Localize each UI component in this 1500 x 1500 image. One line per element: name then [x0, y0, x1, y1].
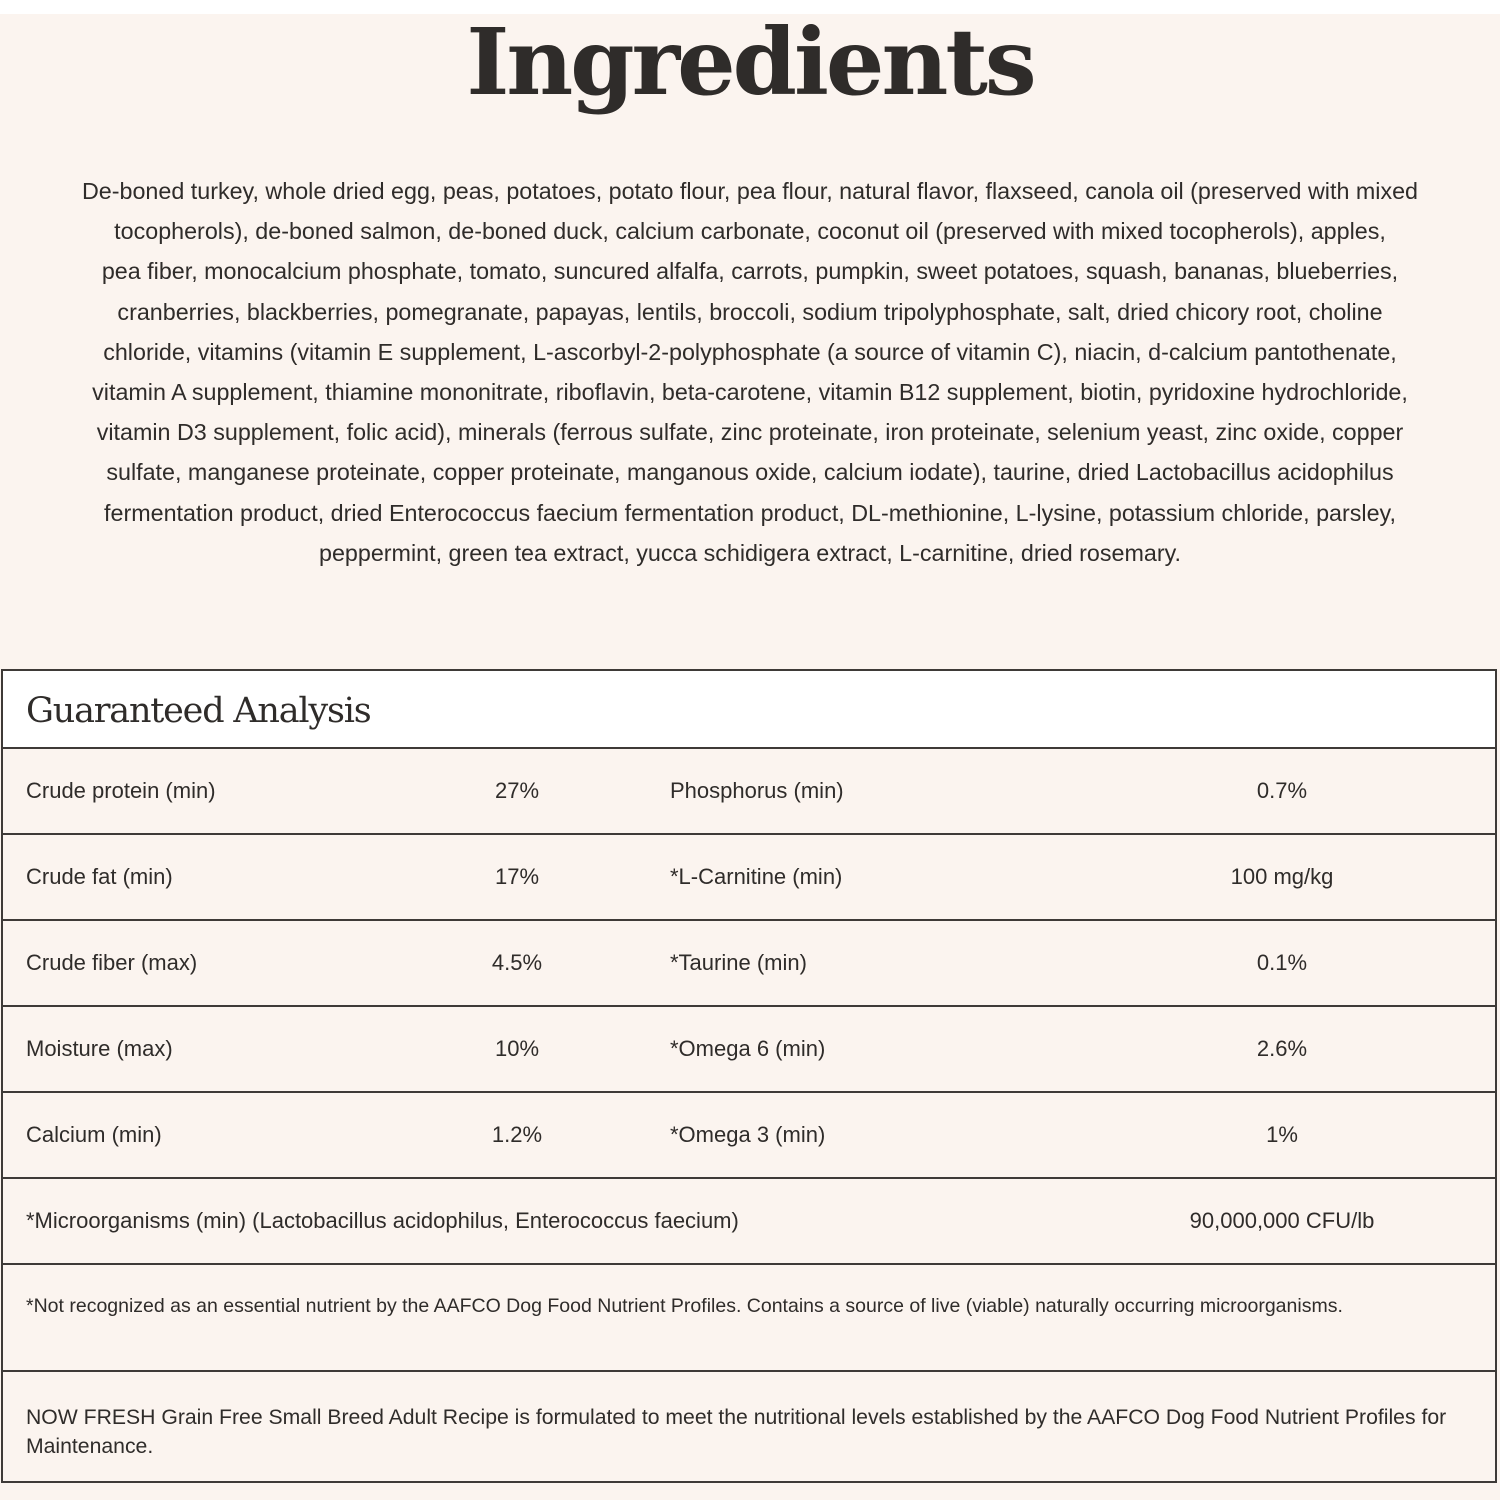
statement-row: [3, 1370, 1495, 1481]
table-row: [3, 1005, 1495, 1091]
table-row: [3, 833, 1495, 919]
nutrient-value: 17%: [494, 864, 540, 889]
nutrient-name: Moisture (max): [26, 1036, 173, 1061]
ingredients-line: tocopherols), de-boned salmon, de-boned duck, calcium carbonate, coconut oil (preserved with mixed tocopherols), apples,: [114, 218, 1386, 245]
ingredients-line: chloride, vitamins (vitamin E supplement, L-ascorbyl-2-polyphosphate (a source of vitamin C), niacin, d-calcium pantothenate,: [103, 338, 1397, 365]
ingredients-line: vitamin A supplement, thiamine mononitrate, riboflavin, beta-carotene, vitamin B12 supplement, biotin, pyridoxine hydrochloride,: [92, 379, 1408, 406]
nutrient-value: 27%: [494, 778, 540, 803]
ingredients-line: De-boned turkey, whole dried egg, peas, potatoes, potato flour, pea flour, natural flavor, flaxseed, canola oil (preserved with mixed: [81, 178, 1419, 204]
table-row: [3, 747, 1495, 833]
nutrient-name: Crude fiber (max): [26, 950, 198, 975]
nutrient-name: *Taurine (min): [670, 950, 807, 975]
ingredients-line: cranberries, blackberries, pomegranate, papayas, lentils, broccoli, sodium tripolyphosphate, salt, dried chicory root, choline: [117, 298, 1383, 325]
ingredients-line: pea fiber, monocalcium phosphate, tomato, suncured alfalfa, carrots, pumpkin, sweet potatoes, squash, bananas, blueberries,: [101, 258, 1399, 285]
nutrient-value: 1%: [1266, 1122, 1298, 1147]
ingredients-list: [0, 171, 1500, 573]
nutrient-name: Crude fat (min): [26, 864, 173, 889]
microorganisms-value: 90,000,000 CFU/lb: [1189, 1208, 1375, 1233]
nutrient-value: 1.2%: [491, 1122, 543, 1147]
microorganisms-row: [3, 1177, 1495, 1263]
table-row: [3, 1091, 1495, 1177]
nutrient-name: *Omega 3 (min): [670, 1122, 826, 1147]
guaranteed-analysis-title: Guaranteed Analysis: [26, 691, 371, 731]
nutrient-name: Phosphorus (min): [670, 778, 844, 803]
ingredients-heading: Ingredients: [466, 8, 1034, 116]
ingredients-line: sulfate, manganese proteinate, copper proteinate, manganous oxide, calcium iodate), taurine, dried Lactobacillus acidophilus: [106, 459, 1394, 486]
microorganisms-name: *Microorganisms (min) (Lactobacillus acidophilus, Enterococcus faecium): [26, 1208, 739, 1233]
nutrient-name: Calcium (min): [26, 1122, 162, 1147]
nutrient-value: 2.6%: [1256, 1036, 1308, 1061]
nutrient-name: Crude protein (min): [26, 778, 216, 803]
nutrient-name: *Omega 6 (min): [670, 1036, 826, 1061]
ingredients-line: peppermint, green tea extract, yucca schidigera extract, L-carnitine, dried rosemary.: [319, 539, 1181, 566]
aafco-footnote: *Not recognized as an essential nutrient by the AAFCO Dog Food Nutrient Profiles. Contains a source of live (viable) naturally occurring microorganisms.: [26, 1295, 1343, 1317]
nutrient-value: 100 mg/kg: [1230, 864, 1334, 889]
aafco-statement: NOW FRESH Grain Free Small Breed Adult Recipe is formulated to meet the nutritional levels established by the AAFCO Dog Food Nutrient Profiles for Maintenance.: [26, 1406, 1447, 1458]
table-row: [3, 919, 1495, 1005]
nutrient-value: 0.7%: [1256, 778, 1308, 803]
nutrient-value: 4.5%: [491, 950, 543, 975]
ingredients-line: fermentation product, dried Enterococcus faecium fermentation product, DL-methionine, L-lysine, potassium chloride, parsley,: [104, 499, 1396, 526]
footnote-row: [3, 1263, 1495, 1371]
nutrient-name: *L-Carnitine (min): [670, 864, 843, 889]
nutrient-value: 10%: [494, 1036, 540, 1061]
ingredients-line: vitamin D3 supplement, folic acid), minerals (ferrous sulfate, zinc proteinate, iron proteinate, selenium yeast, zinc oxide, copper: [96, 419, 1404, 446]
guaranteed-analysis-table: [1, 669, 1497, 1483]
nutrient-value: 0.1%: [1256, 950, 1308, 975]
